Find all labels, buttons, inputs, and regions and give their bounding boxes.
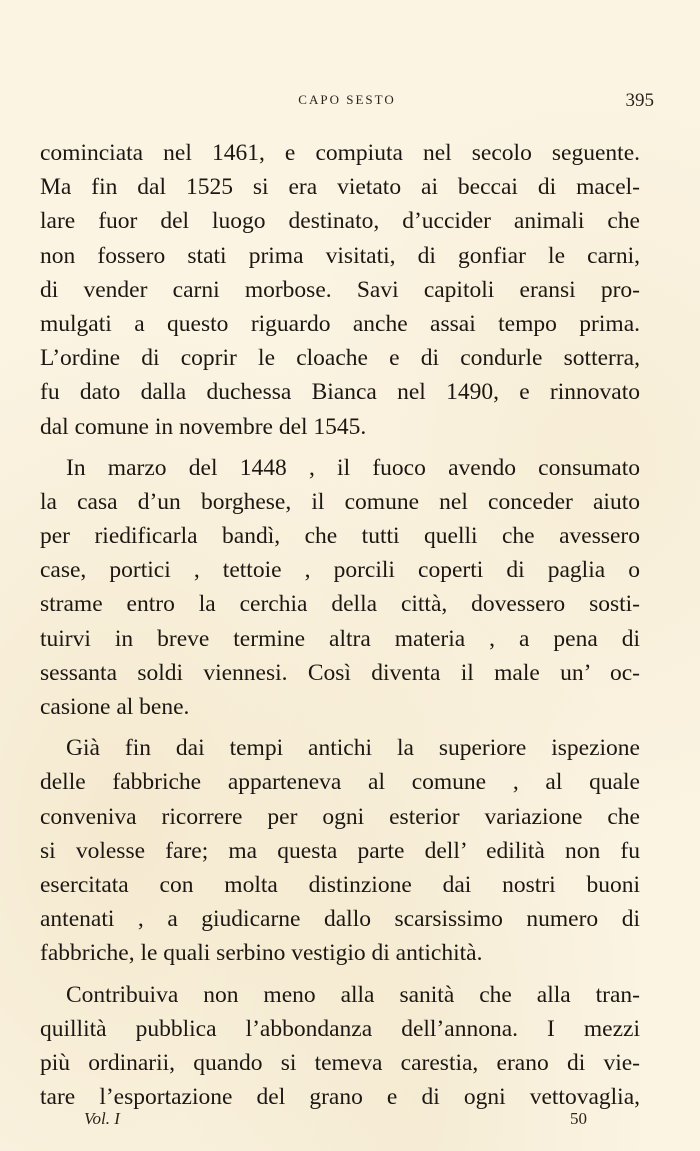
text-line: delle fabbriche apparteneva al comune , al quale [40,769,640,796]
text-line: Contribuiva non meno alla sanità che alla tran- [66,981,640,1008]
text-line: si volesse fare; ma questa parte dell’ edilità non fu [40,837,640,864]
text-line: lare fuor del luogo destinato, d’uccider animali che [40,208,640,235]
text-line: tuirvi in breve termine altra materia , a pena di [40,625,640,652]
text-line: In marzo del 1448 , il fuoco avendo consumato [66,454,640,481]
text-line: L’ordine di coprir le cloache e di condurle sotterra, [40,345,640,372]
text-line: per riedificarla bandì, che tutti quelli che avessero [40,523,640,550]
text-line: dal comune in novembre del 1545. [40,413,367,440]
text-line: strame entro la cerchia della città, dovessero sosti- [40,591,640,618]
page-footer [40,1109,654,1133]
text-line: quillità pubblica l’abbondanza dell’annona. I mezzi [40,1015,640,1042]
chapter-title: CAPO SESTO [298,92,396,107]
text-line: fu dato dalla duchessa Bianca nel 1490, e rinnovato [40,379,640,406]
text-line: conveniva ricorrere per ogni esterior variazione che [40,803,640,830]
text-line: più ordinarii, quando si temeva carestia, erano di vie- [40,1049,640,1076]
page-number: 395 [625,90,654,111]
running-head [40,92,654,116]
paragraph [40,451,640,725]
text-line: fabbriche, le quali serbino vestigio di antichità. [40,940,483,967]
text-line: casione al bene. [40,694,190,720]
text-line: antenati , a giudicarne dallo scarsissimo numero di [40,906,640,933]
body-text [40,136,640,1114]
paragraph [40,731,640,970]
signature-mark: 50 [570,1109,587,1128]
text-line: non fossero stati prima visitati, di gonfiar le carni, [40,242,640,269]
paragraph-gap [40,724,640,731]
paragraph [40,978,640,1115]
paragraph-gap [40,444,640,451]
text-line: Ma fin dal 1525 si era vietato ai beccai di macel- [40,174,640,201]
text-line: la casa d’un borghese, il comune nel conceder aiuto [40,488,640,515]
paragraph-gap [40,971,640,978]
paragraph [40,136,640,444]
text-line: case, portici , tettoie , porcili coperti di paglia o [40,557,640,584]
text-line: Già fin dai tempi antichi la superiore ispezione [66,735,640,762]
text-line: tare l’esportazione del grano e di ogni vettovaglia, [40,1084,640,1111]
text-line: sessanta soldi viennesi. Così diventa il male un’ oc- [40,659,640,686]
text-line: cominciata nel 1461, e compiuta nel secolo seguente. [40,140,640,166]
text-line: esercitata con molta distinzione dai nostri buoni [40,871,640,898]
text-line: mulgati a questo riguardo anche assai tempo prima. [40,310,640,337]
volume-label: Vol. I [84,1109,120,1128]
text-line: di vender carni morbose. Savi capitoli eransi pro- [40,276,640,303]
